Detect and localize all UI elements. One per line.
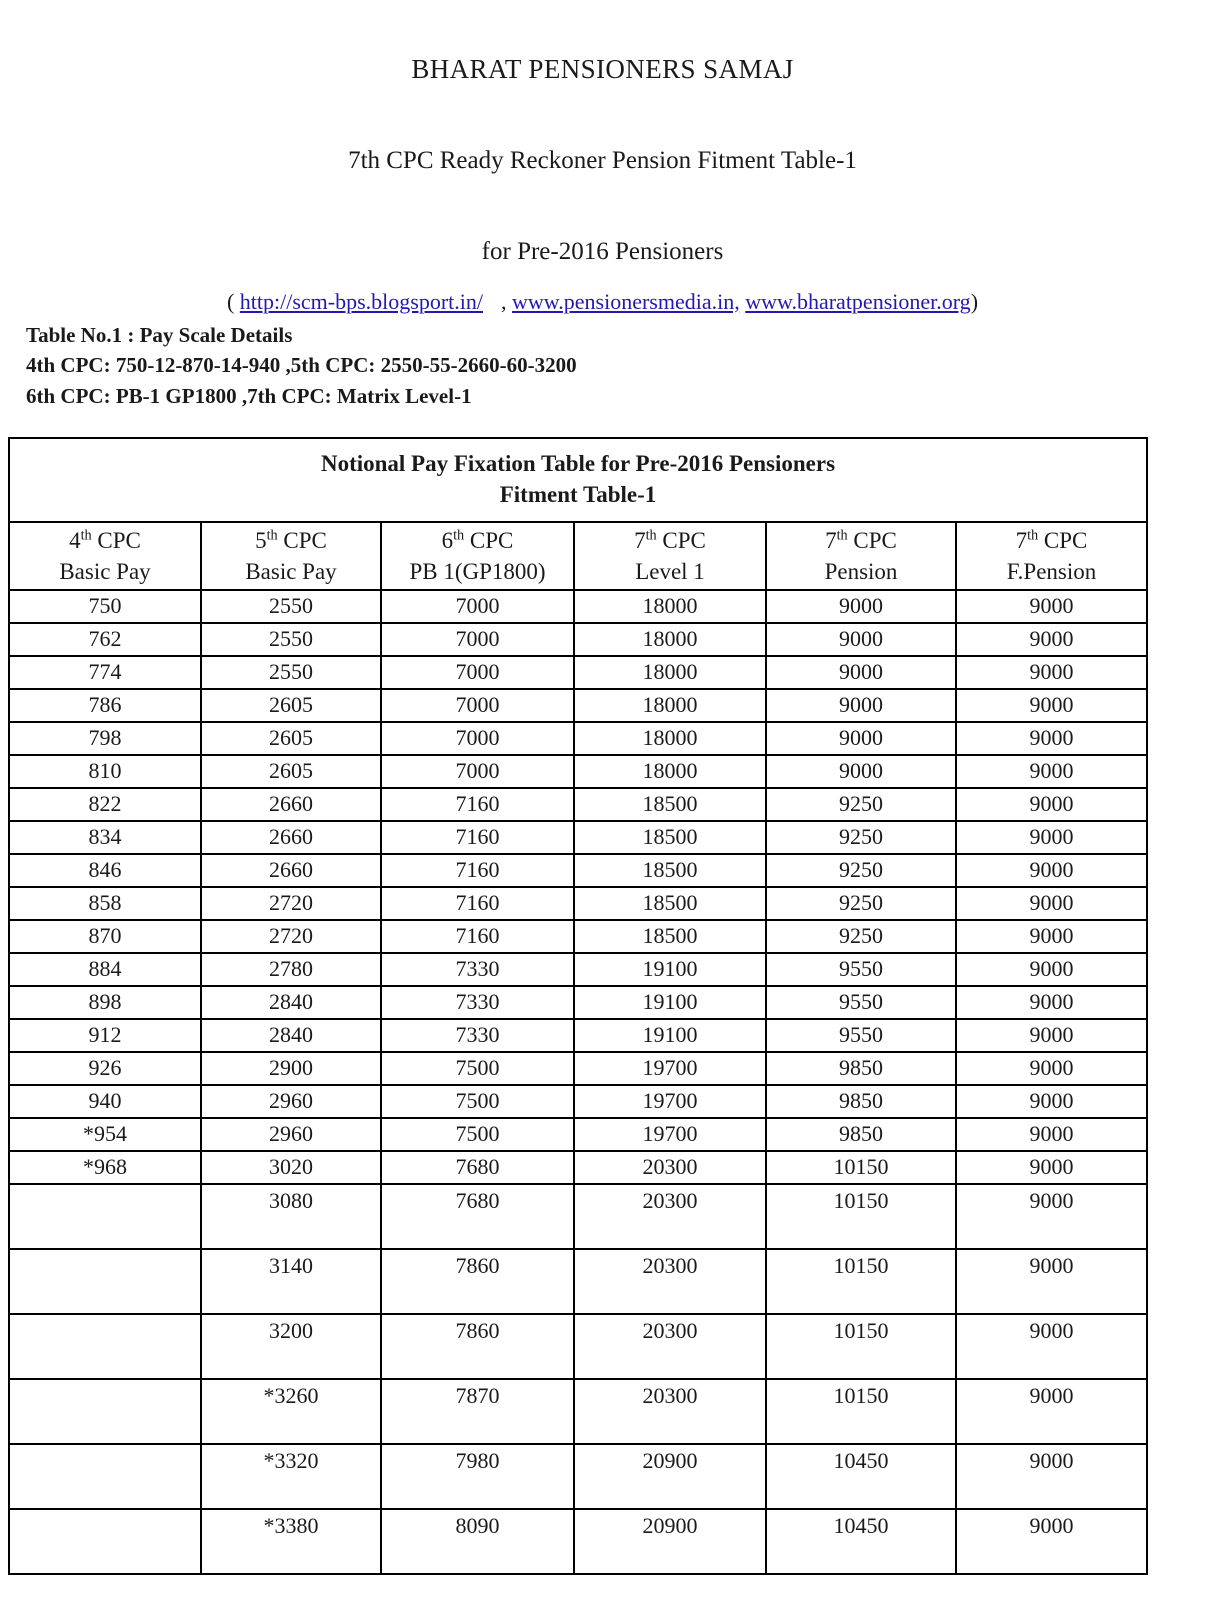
table-cell: 9000 <box>956 1444 1147 1509</box>
link-pensionersmedia[interactable]: www.pensionersmedia.in, <box>512 288 740 314</box>
table-cell: 9000 <box>956 920 1147 953</box>
table-cell: 10450 <box>766 1509 956 1574</box>
table-cell: 2960 <box>201 1085 381 1118</box>
table-cell: 18500 <box>574 920 766 953</box>
table-row <box>9 1052 1147 1085</box>
table-cell: 9550 <box>766 953 956 986</box>
table-cell: 9000 <box>956 755 1147 788</box>
details-line-3: 6th CPC: PB-1 GP1800 ,7th CPC: Matrix Level-1 <box>26 383 472 408</box>
table-cell: 2605 <box>201 755 381 788</box>
table-cell: 2660 <box>201 821 381 854</box>
table-cell: 9850 <box>766 1052 956 1085</box>
table-cell: 20300 <box>574 1314 766 1379</box>
table-row <box>9 1019 1147 1052</box>
table-cell: 7500 <box>381 1118 574 1151</box>
table-cell: 20300 <box>574 1151 766 1184</box>
table-row <box>9 722 1147 755</box>
table-header-row <box>9 522 1147 590</box>
table-row <box>9 986 1147 1019</box>
table-cell: 9850 <box>766 1085 956 1118</box>
table-cell: 9000 <box>956 821 1147 854</box>
table-row <box>9 623 1147 656</box>
table-cell: 2605 <box>201 722 381 755</box>
table-cell: 9550 <box>766 1019 956 1052</box>
column-header-1 <box>9 522 201 590</box>
table-cell: 2550 <box>201 623 381 656</box>
table-cell: 9000 <box>956 1151 1147 1184</box>
table-cell: 858 <box>9 887 201 920</box>
table-cell: 18000 <box>574 689 766 722</box>
ordinal-suffix: th <box>266 527 278 544</box>
table-cell: 9000 <box>956 1085 1147 1118</box>
table-cell: 18000 <box>574 623 766 656</box>
column-header-top: 6th CPC <box>441 527 514 554</box>
table-cell: 7500 <box>381 1085 574 1118</box>
table-cell: 18000 <box>574 755 766 788</box>
ordinal-suffix: th <box>836 527 848 544</box>
table-row <box>9 788 1147 821</box>
organization-title: BHARAT PENSIONERS SAMAJ <box>411 54 794 84</box>
table-cell: 9000 <box>956 854 1147 887</box>
pay-scale-details <box>0 314 1205 411</box>
table-row <box>9 920 1147 953</box>
table-cell: 18000 <box>574 656 766 689</box>
table-row <box>9 821 1147 854</box>
table-cell: 7000 <box>381 623 574 656</box>
table-cell: 7980 <box>381 1444 574 1509</box>
table-cell: 9000 <box>766 656 956 689</box>
table-cell: *968 <box>9 1151 201 1184</box>
table-cell: 9000 <box>956 623 1147 656</box>
table-cell: 9250 <box>766 920 956 953</box>
table-cell: 19700 <box>574 1052 766 1085</box>
table-cell: 9000 <box>956 1249 1147 1314</box>
table-row <box>9 854 1147 887</box>
table-cell: 7860 <box>381 1314 574 1379</box>
column-header-top: 7th CPC <box>1015 527 1088 554</box>
table-cell: 7870 <box>381 1379 574 1444</box>
table-cell: 18500 <box>574 821 766 854</box>
column-header-bottom: Basic Pay <box>59 559 151 585</box>
table-cell: 7000 <box>381 590 574 623</box>
table-cell: 810 <box>9 755 201 788</box>
table-row <box>9 1249 1147 1314</box>
table-cell: 2660 <box>201 854 381 887</box>
table-cell: 9000 <box>766 722 956 755</box>
table-cell: 9000 <box>956 1314 1147 1379</box>
table-cell <box>9 1184 201 1249</box>
column-header-bottom: PB 1(GP1800) <box>409 559 546 585</box>
table-cell: 7000 <box>381 722 574 755</box>
table-cell: 9000 <box>956 1052 1147 1085</box>
ordinal-suffix: th <box>80 527 92 544</box>
table-cell: 9000 <box>956 1184 1147 1249</box>
column-header-5 <box>766 522 956 590</box>
table-cell: 9550 <box>766 986 956 1019</box>
ordinal-suffix: th <box>1027 527 1039 544</box>
table-cell: 762 <box>9 623 201 656</box>
table-cell: 884 <box>9 953 201 986</box>
table-row <box>9 1444 1147 1509</box>
table-cell: 20300 <box>574 1184 766 1249</box>
table-cell: 8090 <box>381 1509 574 1574</box>
table-cell: 7160 <box>381 887 574 920</box>
table-row <box>9 953 1147 986</box>
table-cell: 18000 <box>574 590 766 623</box>
table-cell: 846 <box>9 854 201 887</box>
table-cell: 19100 <box>574 986 766 1019</box>
fitment-table-wrapper <box>0 411 1205 1575</box>
table-cell: 19700 <box>574 1118 766 1151</box>
table-cell: 19100 <box>574 953 766 986</box>
table-cell: 9000 <box>766 590 956 623</box>
column-header-top: 7th CPC <box>825 527 897 554</box>
table-cell: 9250 <box>766 887 956 920</box>
table-row <box>9 1509 1147 1574</box>
table-cell: 7160 <box>381 920 574 953</box>
table-cell: 10150 <box>766 1249 956 1314</box>
table-cell: 2550 <box>201 656 381 689</box>
column-header-6 <box>956 522 1147 590</box>
table-cell: 9000 <box>956 1379 1147 1444</box>
table-title-line-2: Fitment Table-1 <box>499 481 657 507</box>
table-cell: 822 <box>9 788 201 821</box>
table-cell: 20900 <box>574 1509 766 1574</box>
table-cell: 20300 <box>574 1379 766 1444</box>
table-cell: 3080 <box>201 1184 381 1249</box>
column-header-4 <box>574 522 766 590</box>
table-cell: 3020 <box>201 1151 381 1184</box>
table-cell: 9000 <box>956 1509 1147 1574</box>
table-cell: 9000 <box>956 788 1147 821</box>
table-cell: 798 <box>9 722 201 755</box>
table-cell: 7500 <box>381 1052 574 1085</box>
table-cell: 7160 <box>381 854 574 887</box>
table-cell: 2780 <box>201 953 381 986</box>
table-row <box>9 689 1147 722</box>
table-cell: 2720 <box>201 920 381 953</box>
table-cell: 834 <box>9 821 201 854</box>
table-cell: *3260 <box>201 1379 381 1444</box>
table-row <box>9 1085 1147 1118</box>
table-cell: 3200 <box>201 1314 381 1379</box>
table-cell: 7330 <box>381 953 574 986</box>
table-row <box>9 1151 1147 1184</box>
table-cell: 10150 <box>766 1379 956 1444</box>
details-line-1: Table No.1 : Pay Scale Details <box>26 322 293 347</box>
ordinal-suffix: th <box>453 527 465 544</box>
table-cell: 10150 <box>766 1184 956 1249</box>
table-row <box>9 1379 1147 1444</box>
table-cell: 7330 <box>381 1019 574 1052</box>
table-cell: 9000 <box>956 1118 1147 1151</box>
table-cell: 9850 <box>766 1118 956 1151</box>
table-cell: 926 <box>9 1052 201 1085</box>
link-comma: , <box>501 288 507 314</box>
table-row <box>9 1118 1147 1151</box>
column-header-bottom: Basic Pay <box>245 559 337 585</box>
table-cell: 18500 <box>574 887 766 920</box>
link-bharatpensioner[interactable]: www.bharatpensioner.org <box>745 288 971 314</box>
table-cell: 18500 <box>574 854 766 887</box>
reference-links <box>0 266 1205 314</box>
table-cell: 2605 <box>201 689 381 722</box>
table-cell: 2840 <box>201 1019 381 1052</box>
table-row <box>9 1314 1147 1379</box>
table-cell: 18000 <box>574 722 766 755</box>
table-cell: 7000 <box>381 689 574 722</box>
table-cell: 912 <box>9 1019 201 1052</box>
column-header-3 <box>381 522 574 590</box>
table-cell: *954 <box>9 1118 201 1151</box>
column-header-bottom: Pension <box>824 559 898 585</box>
table-cell: 2660 <box>201 788 381 821</box>
table-cell: 7680 <box>381 1184 574 1249</box>
table-title-cell <box>9 438 1147 522</box>
table-cell <box>9 1314 201 1379</box>
table-cell: 2900 <box>201 1052 381 1085</box>
table-cell: 2720 <box>201 887 381 920</box>
table-cell: 898 <box>9 986 201 1019</box>
document-subtitle: for Pre-2016 Pensioners <box>481 238 724 266</box>
table-cell: 10450 <box>766 1444 956 1509</box>
table-title-line-1: Notional Pay Fixation Table for Pre-2016 Pensioners <box>320 451 836 477</box>
table-cell: 9250 <box>766 788 956 821</box>
table-cell: 940 <box>9 1085 201 1118</box>
table-cell: 20300 <box>574 1249 766 1314</box>
link-scm-bps[interactable]: http://scm-bps.blogsport.in/ <box>239 288 484 314</box>
table-title-row <box>9 438 1147 522</box>
table-cell: 10150 <box>766 1151 956 1184</box>
table-cell: *3380 <box>201 1509 381 1574</box>
table-cell <box>9 1509 201 1574</box>
ordinal-suffix: th <box>645 527 657 544</box>
table-cell: 7680 <box>381 1151 574 1184</box>
table-cell: 9000 <box>956 590 1147 623</box>
table-cell: *3320 <box>201 1444 381 1509</box>
table-cell: 7160 <box>381 788 574 821</box>
table-cell: 9250 <box>766 821 956 854</box>
column-header-2 <box>201 522 381 590</box>
open-paren: ( <box>226 288 235 314</box>
fitment-table <box>8 437 1148 1575</box>
column-header-bottom: F.Pension <box>1006 559 1097 585</box>
fitment-table-body <box>9 438 1147 1574</box>
table-cell: 9000 <box>766 623 956 656</box>
document-title: 7th CPC Ready Reckoner Pension Fitment Table-1 <box>348 146 857 174</box>
table-cell: 9000 <box>956 722 1147 755</box>
table-cell: 9000 <box>956 689 1147 722</box>
table-cell: 9000 <box>956 953 1147 986</box>
table-cell: 2960 <box>201 1118 381 1151</box>
table-row <box>9 1184 1147 1249</box>
table-cell: 774 <box>9 656 201 689</box>
table-row <box>9 656 1147 689</box>
table-cell: 7000 <box>381 656 574 689</box>
column-header-top: 5th CPC <box>255 527 327 554</box>
table-cell: 786 <box>9 689 201 722</box>
column-header-top: 7th CPC <box>634 527 706 554</box>
details-line-2: 4th CPC: 750-12-870-14-940 ,5th CPC: 2550-55-2660-60-3200 <box>26 353 577 378</box>
table-cell: 7160 <box>381 821 574 854</box>
table-cell: 19100 <box>574 1019 766 1052</box>
table-cell: 20900 <box>574 1444 766 1509</box>
table-cell: 9000 <box>956 887 1147 920</box>
table-cell: 9000 <box>766 689 956 722</box>
table-cell: 9250 <box>766 854 956 887</box>
table-cell: 9000 <box>766 755 956 788</box>
table-cell: 9000 <box>956 986 1147 1019</box>
table-row <box>9 590 1147 623</box>
table-cell: 3140 <box>201 1249 381 1314</box>
table-cell: 18500 <box>574 788 766 821</box>
table-cell <box>9 1249 201 1314</box>
table-row <box>9 755 1147 788</box>
table-cell <box>9 1379 201 1444</box>
table-cell: 2840 <box>201 986 381 1019</box>
table-cell <box>9 1444 201 1509</box>
table-row <box>9 887 1147 920</box>
table-cell: 7860 <box>381 1249 574 1314</box>
table-cell: 750 <box>9 590 201 623</box>
table-cell: 7000 <box>381 755 574 788</box>
table-cell: 10150 <box>766 1314 956 1379</box>
table-cell: 7330 <box>381 986 574 1019</box>
column-header-bottom: Level 1 <box>635 559 705 585</box>
column-header-top: 4th CPC <box>69 527 141 554</box>
close-paren: ) <box>970 288 979 314</box>
table-cell: 19700 <box>574 1085 766 1118</box>
table-cell: 2550 <box>201 590 381 623</box>
table-cell: 9000 <box>956 656 1147 689</box>
table-cell: 870 <box>9 920 201 953</box>
table-cell: 9000 <box>956 1019 1147 1052</box>
